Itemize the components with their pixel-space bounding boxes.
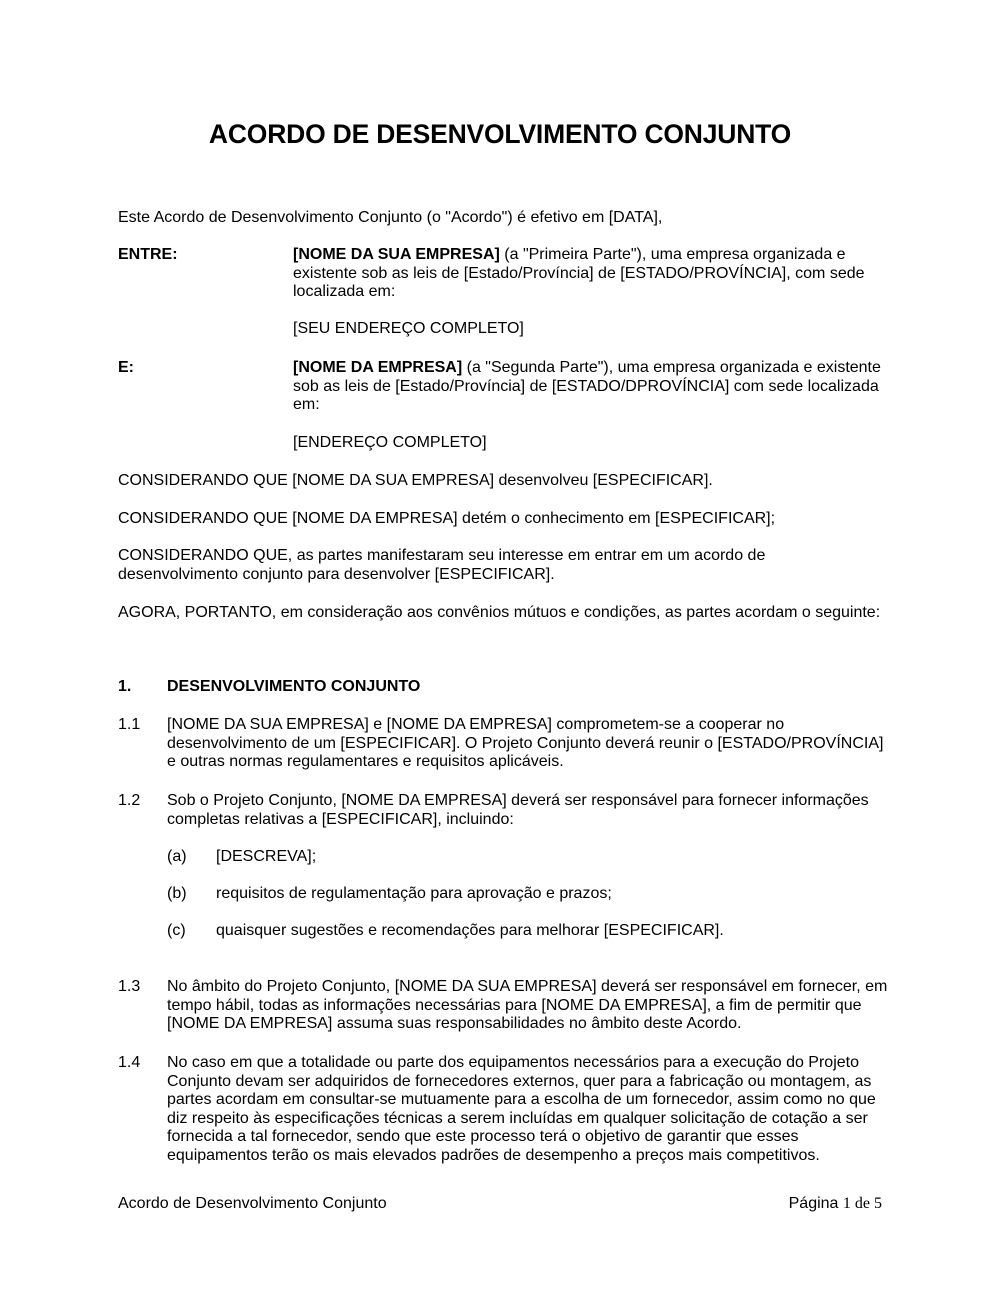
section-heading <box>118 678 420 697</box>
clause-number: 1.4 <box>118 1054 141 1071</box>
page-label: Página <box>788 1195 843 1212</box>
clause-number: 1.3 <box>118 978 141 995</box>
party-label-between: ENTRE: <box>118 246 178 263</box>
intro-paragraph: Este Acordo de Desenvolvimento Conjunto (o "Acordo") é efetivo em [DATA], <box>118 209 663 226</box>
item-label: (c) <box>167 922 186 939</box>
clause-number: 1.1 <box>118 716 141 733</box>
page-of: de <box>850 1195 874 1212</box>
item-text: requisitos de regulamentação para aprovação e prazos; <box>216 885 612 902</box>
party-first-text: (a "Primeira Parte"), uma empresa organizada e existente sob as leis de [Estado/Província] de [ESTADO/PROVÍNCIA], com sede localizada em: <box>293 246 865 300</box>
recital-1: CONSIDERANDO QUE [NOME DA SUA EMPRESA] desenvolveu [ESPECIFICAR]. <box>118 472 713 489</box>
party-second-address: [ENDEREÇO COMPLETO] <box>293 434 487 451</box>
party-second-name: [NOME DA EMPRESA] <box>293 359 463 376</box>
recital-now-therefore: AGORA, PORTANTO, em consideração aos convênios mútuos e condições, as partes acordam o seguinte: <box>118 604 881 621</box>
footer-document-name: Acordo de Desenvolvimento Conjunto <box>118 1195 387 1212</box>
clause-text: [NOME DA SUA EMPRESA] e [NOME DA EMPRESA] comprometem-se a cooperar no desenvolvimento de um [ESPECIFICAR]. O Projeto Conjunto deverá reunir o [ESTADO/PROVÍNCIA] e outras normas regulamentares e requisitos aplicáveis. <box>167 716 884 770</box>
clause-text: No caso em que a totalidade ou parte dos equipamentos necessários para a execução do Projeto Conjunto devam ser adquiridos de fornecedores externos, quer para a fabricação ou montagem, as partes acordam em consultar-se mutuamente para a escolha de um fornecedor, assim como no que diz respeito às especificações técnicas a serem incluídas em qualquer solicitação de cotação a ser fornecida a tal fornecedor, sendo que este processo terá o objetivo de garantir que esses equipamentos terão os mais elevados padrões de desempenho a preços mais competitivos. <box>167 1054 876 1164</box>
party-first-address: [SEU ENDEREÇO COMPLETO] <box>293 320 524 337</box>
item-label: (a) <box>167 848 187 865</box>
section-title: DESENVOLVIMENTO CONJUNTO <box>167 678 421 695</box>
party-first-description <box>293 246 893 302</box>
item-label: (b) <box>167 885 187 902</box>
recital-2: CONSIDERANDO QUE [NOME DA EMPRESA] detém o conhecimento em [ESPECIFICAR]; <box>118 510 776 527</box>
item-text: quaisquer sugestões e recomendações para melhorar [ESPECIFICAR]. <box>216 922 724 939</box>
document-title: ACORDO DE DESENVOLVIMENTO CONJUNTO <box>208 119 792 149</box>
recital-3: CONSIDERANDO QUE, as partes manifestaram seu interesse em entrar em um acordo de desenvolvimento conjunto para desenvolver [ESPECIFICAR]. <box>118 547 766 583</box>
page-current: 1 <box>842 1195 851 1212</box>
party-second-description <box>293 359 893 415</box>
party-first-name: [NOME DA SUA EMPRESA] <box>293 246 500 263</box>
party-second-text: (a "Segunda Parte"), uma empresa organizada e existente sob as leis de [Estado/Província] de [ESTADO/DPROVÍNCIA] com sede localizada em: <box>293 359 881 413</box>
item-text: [DESCREVA]; <box>216 848 317 865</box>
clause-text: No âmbito do Projeto Conjunto, [NOME DA SUA EMPRESA] deverá ser responsável em fornecer, em tempo hábil, todas as informações necessárias para [NOME DA EMPRESA], a fim de permitir que [NOME DA EMPRESA] assuma suas responsabilidades no âmbito deste Acordo. <box>167 978 888 1032</box>
page-total: 5 <box>874 1195 882 1212</box>
party-label-and: E: <box>118 359 134 376</box>
clause-text: Sob o Projeto Conjunto, [NOME DA EMPRESA] deverá ser responsável para fornecer informações completas relativas a [ESPECIFICAR], incluindo: <box>167 792 869 828</box>
section-number: 1. <box>118 678 132 695</box>
footer-page-number <box>789 1195 882 1214</box>
clause-number: 1.2 <box>118 792 141 809</box>
